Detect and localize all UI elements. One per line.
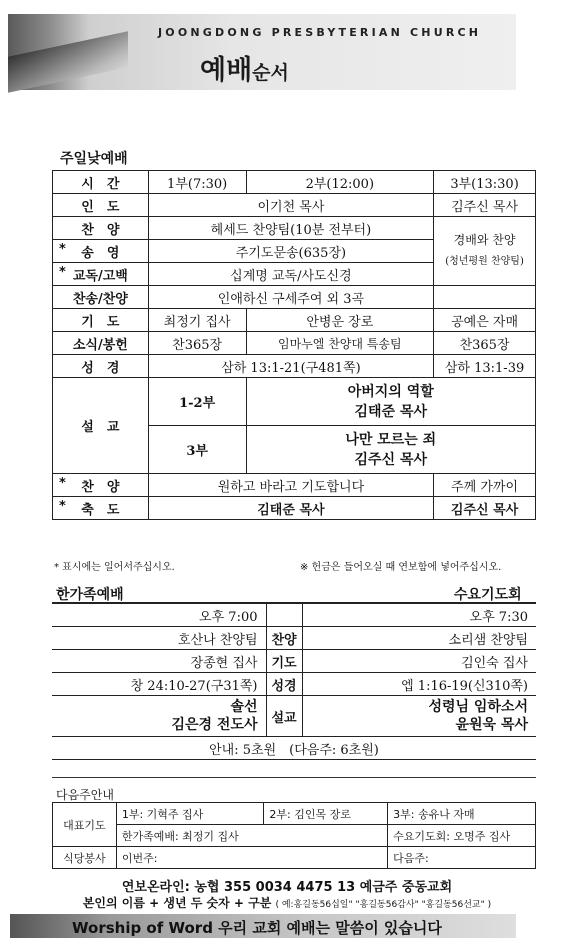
sunday-heading: 주일낮예배 <box>60 151 128 167</box>
next-prayer-1: 1부: 기혁주 집사 <box>116 803 264 825</box>
row-scripture <box>53 355 536 378</box>
leader-12: 이기천 목사 <box>148 194 433 217</box>
sermon-service-1: 1-2부 <box>148 378 246 426</box>
prayer-2: 안병운 장로 <box>246 309 434 332</box>
fam-scripture: 창 24:10-27(구31쪽) <box>52 673 266 696</box>
fam-mid-sermon: 설교 <box>266 696 302 737</box>
offering-instructions <box>0 894 574 911</box>
stand-mark: * <box>59 264 66 280</box>
bless-12: 김태준 목사 <box>148 497 433 520</box>
fam-mid-2: 기도 <box>266 650 302 673</box>
label-praise2 <box>53 474 149 497</box>
meal-next-week: 다음주: <box>388 847 536 869</box>
fam-row-sermon <box>52 696 536 737</box>
worship-text: 경배와 찬양 <box>453 233 516 247</box>
fam-row-praise <box>52 627 536 650</box>
label-time: 시 간 <box>53 171 149 194</box>
hymn-label-text: 송 영 <box>81 245 120 261</box>
fam-sermon <box>52 696 266 737</box>
praise2-3: 주께 가까이 <box>434 474 536 497</box>
offering-2: 임마누엘 찬양대 특송팀 <box>246 332 434 355</box>
next-row-3 <box>53 847 536 869</box>
wed-prayer: 김인숙 집사 <box>302 650 536 673</box>
fam-sermon-preacher: 김은경 전도사 <box>171 717 258 733</box>
creed-label-text: 교독/고백 <box>72 268 128 284</box>
song-12: 인애하신 구세주여 외 3곡 <box>148 286 433 309</box>
worship-team: (청년평원 찬양팀) <box>445 256 524 267</box>
row-leader <box>53 194 536 217</box>
sermon-preacher-2: 김주신 목사 <box>354 451 428 468</box>
sunday-order-table <box>52 170 536 520</box>
sermon-cell-2 <box>246 426 535 474</box>
next-heading: 다음주안내 <box>56 788 114 802</box>
header-banner <box>8 14 516 90</box>
label-meal-service: 식당봉사 <box>53 847 117 869</box>
online-offering: 연보온라인: 농협 355 0034 4475 13 예금주 중동교회 <box>121 880 453 895</box>
praise2-12: 원하고 바라고 기도합니다 <box>148 474 433 497</box>
label-sermon: 설 교 <box>53 378 149 474</box>
fam-mid-1: 찬양 <box>266 627 302 650</box>
time-1: 1부(7:30) <box>148 171 246 194</box>
worship-col3 <box>434 217 536 286</box>
fam-prayer: 장종현 집사 <box>52 650 266 673</box>
label-prayer: 기 도 <box>53 309 149 332</box>
footer-text: Worship of Word 우리 교회 예배는 말씀이 있습니다 <box>72 919 442 937</box>
family-wednesday-table <box>52 602 536 760</box>
next-family: 한가족예배: 최정기 집사 <box>116 825 387 847</box>
fam-row-time <box>52 603 536 627</box>
fam-row-prayer <box>52 650 536 673</box>
page-title: 예배순서 <box>200 55 289 86</box>
bless-3: 김주신 목사 <box>434 497 536 520</box>
prayer-1: 최정기 집사 <box>148 309 246 332</box>
scripture-12: 삼하 13:1-21(구481쪽) <box>148 355 433 378</box>
wed-sermon-preacher: 윤원욱 목사 <box>455 717 528 733</box>
wed-sermon-title: 성령님 임하소서 <box>428 699 528 715</box>
church-name: JOONGDONG PRESBYTERIAN CHURCH <box>158 26 482 39</box>
time-3: 3부(13:30) <box>434 171 536 194</box>
footer-banner <box>10 914 516 938</box>
note-offering: ※ 헌금은 들어오실 때 연보함에 넣어주십시오. <box>300 562 502 573</box>
praise2-label-text: 찬 양 <box>81 479 120 495</box>
offering-1: 찬365장 <box>148 332 246 355</box>
fam-sermon-title: 솔선 <box>230 699 258 715</box>
fam-row-scripture <box>52 673 536 696</box>
note-stand: * 표시에는 일어서주십시오. <box>54 562 175 573</box>
next-week-table <box>52 802 536 869</box>
row-prayer <box>53 309 536 332</box>
fam-row-guide <box>52 737 536 760</box>
label-hymn <box>53 240 149 263</box>
instructions-text: 본인의 이름 + 생년 두 숫자 + 구분 <box>82 896 272 910</box>
wednesday-heading: 수요기도회 <box>454 587 522 603</box>
label-representative-prayer: 대표기도 <box>53 803 117 847</box>
next-prayer-3: 3부: 송유나 자매 <box>388 803 536 825</box>
sermon-cell-1 <box>246 378 535 426</box>
leader-3: 김주신 목사 <box>434 194 536 217</box>
wed-scripture: 엡 1:16-19(신310쪽) <box>302 673 536 696</box>
banner-ribbon <box>8 31 128 93</box>
fam-praise: 호산나 찬양팀 <box>52 627 266 650</box>
stand-mark: * <box>59 498 66 514</box>
label-creed <box>53 263 149 286</box>
bless-label-text: 축 도 <box>81 502 120 518</box>
row-sermon-1 <box>53 378 536 426</box>
wed-time: 오후 7:30 <box>302 603 536 627</box>
label-scripture: 성 경 <box>53 355 149 378</box>
family-guide: 안내: 5초원 (다음주: 6초원) <box>52 737 536 760</box>
label-praise: 찬 양 <box>53 217 149 240</box>
label-offering: 소식/봉헌 <box>53 332 149 355</box>
scripture-3: 삼하 13:1-39 <box>434 355 536 378</box>
prayer-3: 공예은 자매 <box>434 309 536 332</box>
row-bless <box>53 497 536 520</box>
row-praise <box>53 217 536 240</box>
sermon-title-1: 아버지의 역할 <box>347 383 434 400</box>
fam-time: 오후 7:00 <box>52 603 266 627</box>
fam-mid-0 <box>266 603 302 627</box>
next-row-2 <box>53 825 536 847</box>
time-2: 2부(12:00) <box>246 171 434 194</box>
song-3 <box>434 286 536 309</box>
row-praise2 <box>53 474 536 497</box>
praise-12: 헤세드 찬양팀(10분 전부터) <box>148 217 433 240</box>
sermon-service-2: 3부 <box>148 426 246 474</box>
row-offering <box>53 332 536 355</box>
fam-mid-3: 성경 <box>266 673 302 696</box>
meal-this-week: 이번주: <box>116 847 387 869</box>
sermon-title-2: 나만 모르는 죄 <box>345 431 437 448</box>
family-heading: 한가족예배 <box>56 587 124 603</box>
label-song: 찬송/찬양 <box>53 286 149 309</box>
hymn-12: 주기도문송(635장) <box>148 240 433 263</box>
offering-3: 찬365장 <box>434 332 536 355</box>
wed-praise: 소리샘 찬양팀 <box>302 627 536 650</box>
stand-mark: * <box>59 475 66 491</box>
stand-mark: * <box>59 241 66 257</box>
next-prayer-2: 2부: 김인목 장로 <box>264 803 388 825</box>
row-time <box>53 171 536 194</box>
label-bless <box>53 497 149 520</box>
next-wednesday: 수요기도회: 오명주 집사 <box>388 825 536 847</box>
row-song <box>53 286 536 309</box>
wed-sermon <box>302 696 536 737</box>
instructions-example: ( 예:홍길동56십일" "홍길동56감사" "홍길동56선교" ) <box>275 900 492 910</box>
next-row-1 <box>53 803 536 825</box>
label-leader: 인 도 <box>53 194 149 217</box>
sermon-preacher-1: 김태준 목사 <box>354 403 428 420</box>
creed-12: 십계명 교독/사도신경 <box>148 263 433 286</box>
